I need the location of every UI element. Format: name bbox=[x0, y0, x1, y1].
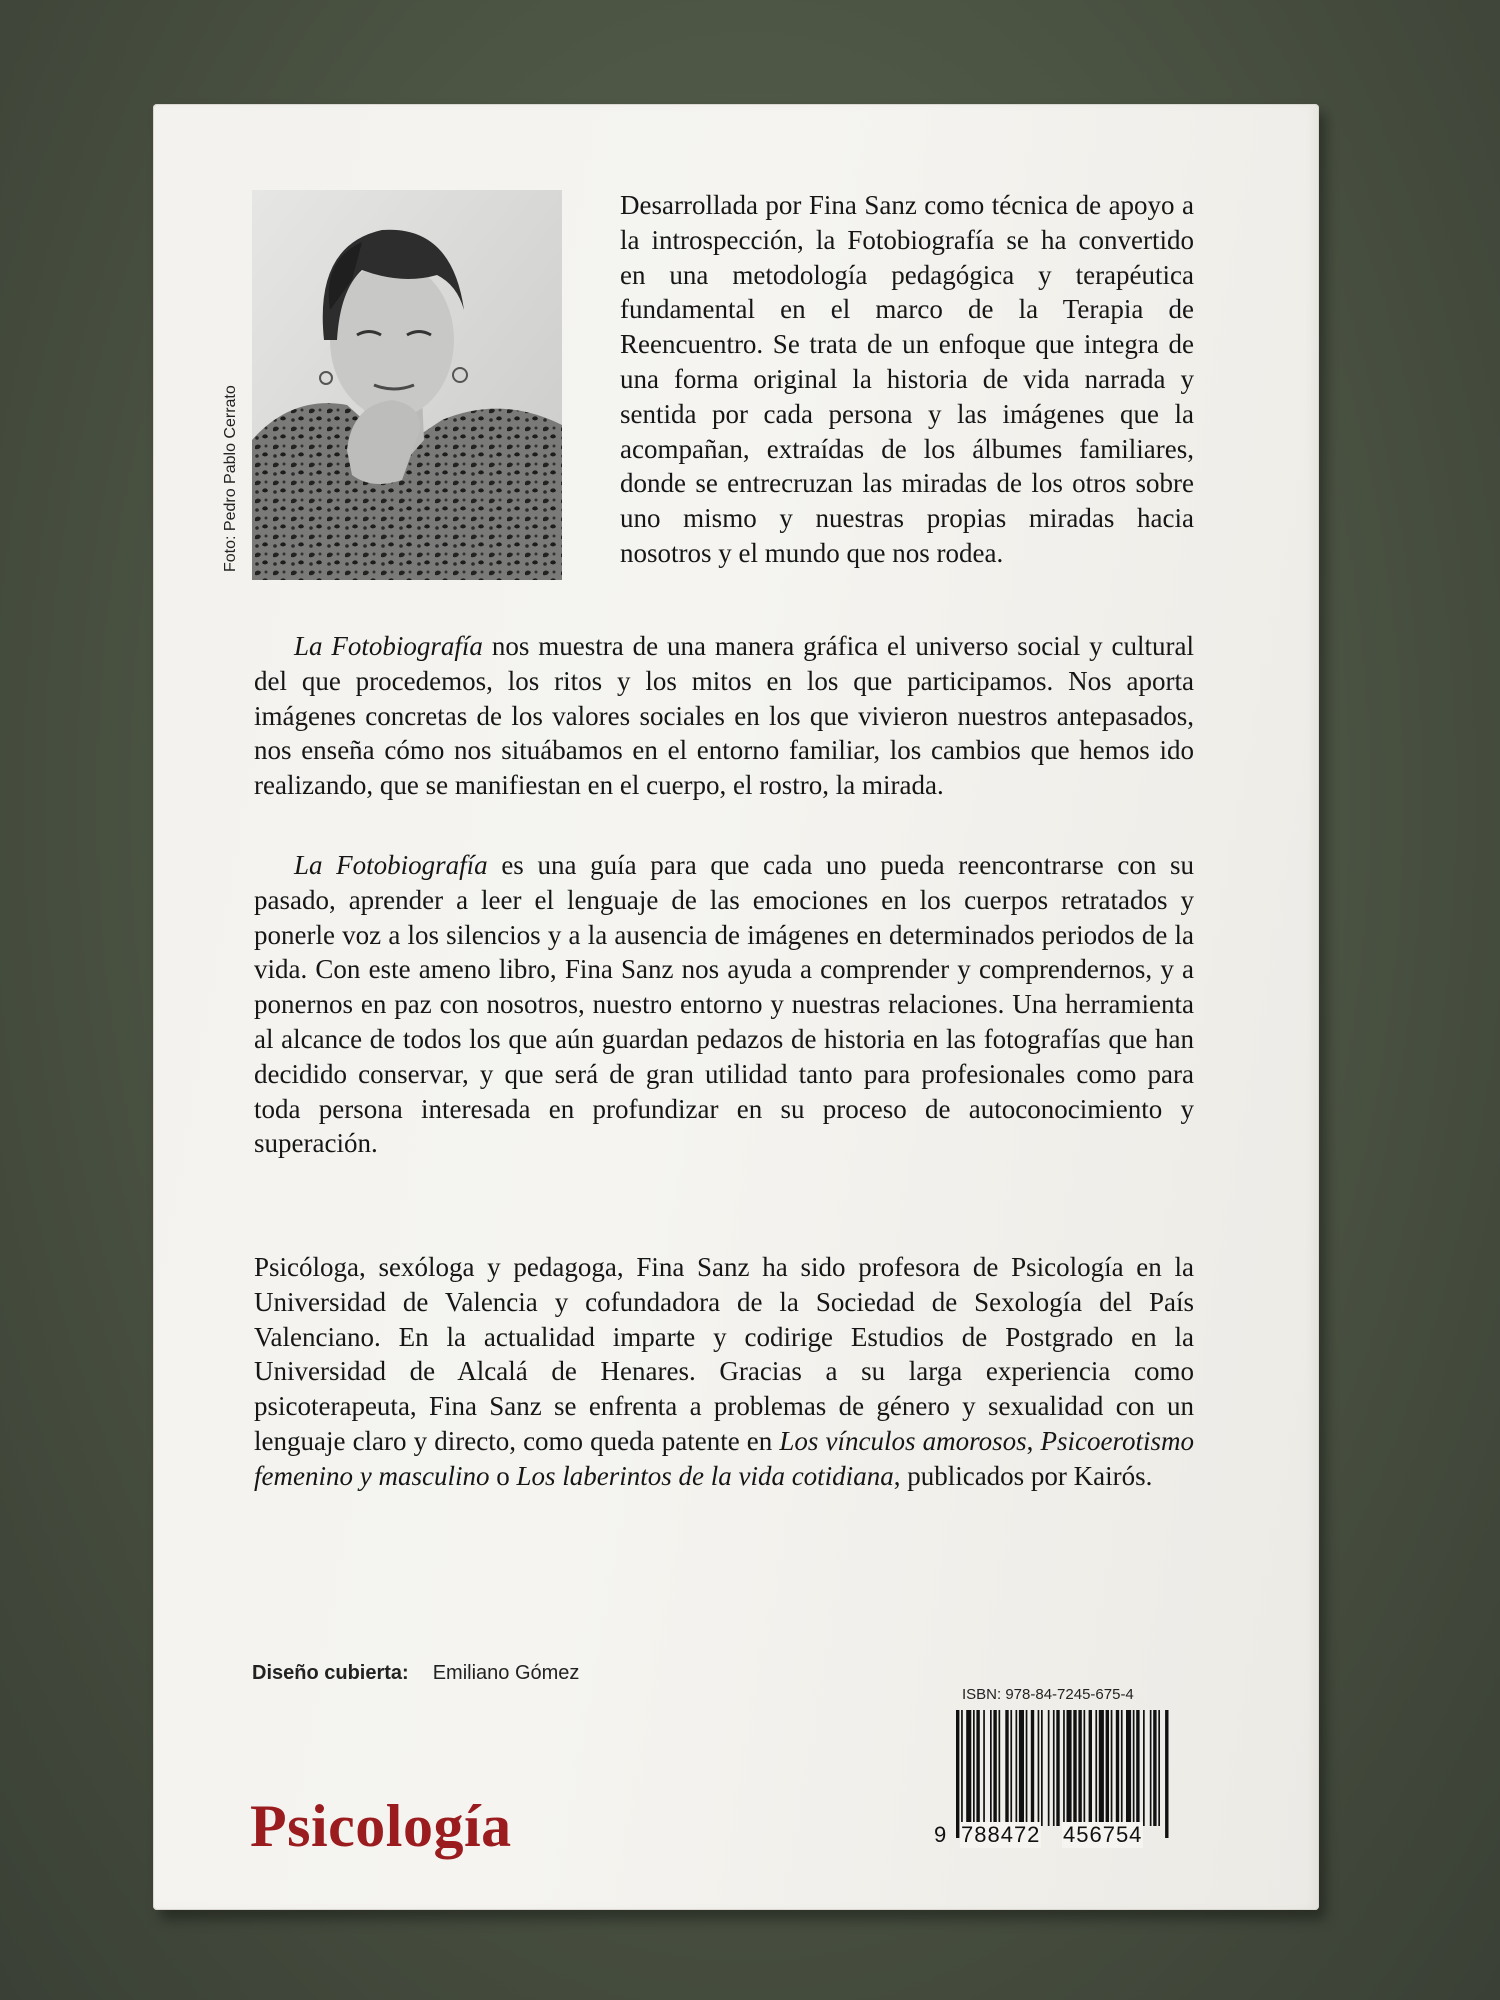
barcode-bar bbox=[1063, 1710, 1065, 1826]
barcode-bar bbox=[1089, 1710, 1092, 1826]
barcode-bar bbox=[1106, 1710, 1109, 1826]
blurb-intro: Desarrollada por Fina Sanz como técnica de apoyo a la introspección, la Fotobiografía se ha convertido en una metodología pedagógica y terapéutica fundamental en el marco de la Terapia de Reencuentro. Se trata de un enfoque que integra de una forma original la historia de vida narrada y sentida por cada persona y las imágenes que la acompañan, extraídas de los álbumes familiares, donde se entrecruzan las miradas de los otros sobre uno mismo y nuestras propias miradas hacia nosotros y el mundo que nos rodea. bbox=[620, 190, 1194, 568]
barcode-bar bbox=[1153, 1710, 1156, 1826]
barcode-bar bbox=[1010, 1710, 1012, 1826]
barcode-bar bbox=[1133, 1710, 1135, 1826]
blurb-paragraph-2 bbox=[254, 629, 1194, 803]
barcode-bar bbox=[990, 1710, 992, 1826]
barcode-digits-left: 788472 bbox=[961, 1822, 1041, 1847]
barcode-bar bbox=[1053, 1710, 1055, 1826]
book-title: La Fotobiografía bbox=[294, 631, 483, 661]
photo-credit: Foto: Pedro Pablo Cerrato bbox=[222, 385, 239, 572]
barcode-bar bbox=[1121, 1710, 1123, 1826]
barcode-bar bbox=[1038, 1710, 1040, 1826]
barcode-bar bbox=[1073, 1710, 1076, 1826]
barcode-bar bbox=[1136, 1710, 1139, 1826]
barcode-bar bbox=[1158, 1710, 1160, 1826]
barcode-bar bbox=[1019, 1710, 1024, 1826]
series-logo: Psicología bbox=[250, 1793, 512, 1859]
barcode-bar bbox=[1150, 1710, 1152, 1826]
barcode-bar bbox=[1005, 1710, 1008, 1826]
barcode-bar bbox=[1111, 1710, 1113, 1838]
book-title: La Fotobiografía bbox=[294, 850, 488, 880]
book-title-3: Los laberintos de la vida cotidiana bbox=[516, 1460, 894, 1491]
barcode-bar bbox=[961, 1710, 963, 1838]
blurb-paragraph-3 bbox=[254, 848, 1194, 1161]
barcode-bar bbox=[1095, 1710, 1097, 1826]
paragraph-text: nos muestra de una manera gráfica el universo social y cultural del que procedemos, los ritos y los mitos en los que participamos. Nos aporta imágenes concretas de los valores sociales en los que vivieron nuestros antepasados, nos enseña cómo nos situábamos en el entorno familiar, los cambios que hemos ido realizando, que se manifiestan en el cuerpo, el rostro, la mirada. bbox=[254, 631, 1194, 801]
book-title-2: Psicoerotismo femenino y masculino bbox=[254, 1425, 1194, 1491]
isbn-label: ISBN: 978-84-7245-675-4 bbox=[962, 1686, 1134, 1703]
credit-name: Emiliano Gómez bbox=[432, 1662, 580, 1684]
barcode-bar bbox=[1056, 1710, 1059, 1826]
separator: o bbox=[489, 1460, 517, 1491]
barcode-bar bbox=[1084, 1710, 1086, 1826]
barcode-bar bbox=[1126, 1710, 1131, 1826]
barcode-bar bbox=[999, 1710, 1001, 1826]
barcode-bar bbox=[1099, 1710, 1104, 1826]
barcode-bar bbox=[1165, 1710, 1168, 1838]
barcode-bar bbox=[1116, 1710, 1119, 1826]
author-portrait bbox=[252, 190, 562, 580]
separator: , bbox=[1026, 1425, 1041, 1456]
author-bio bbox=[254, 1250, 1194, 1494]
barcode-bar bbox=[1048, 1710, 1050, 1826]
credit-label: Diseño cubierta: bbox=[252, 1662, 409, 1684]
barcode-bar bbox=[1143, 1710, 1145, 1826]
barcode-bar bbox=[1041, 1710, 1043, 1826]
paragraph-text: es una guía para que cada uno pueda reencontrarse con su pasado, aprender a leer el lenguaje de las emociones en los cuerpos retratados y ponerle voz a los silencios y a la ausencia de imágenes en determinados periodos de la vida. Con este ameno libro, Fina Sanz nos ayuda a comprender y comprendernos, y a ponernos en paz con nosotros, nuestro entorno y nuestras relaciones. Una herramienta al alcance de todos los que aún guardan pedazos de historia en las fotografías que han decidido conservar, y que será de gran utilidad tanto para profesionales como para toda persona interesada en profundizar en su proceso de autoconocimiento y superación. bbox=[254, 850, 1194, 1159]
barcode-bar bbox=[976, 1710, 979, 1826]
barcode-bar bbox=[973, 1710, 975, 1826]
barcode-bar bbox=[993, 1710, 996, 1826]
barcode-digit-first: 9 bbox=[934, 1822, 948, 1847]
barcode-bar bbox=[966, 1710, 971, 1826]
barcode-bar bbox=[1016, 1710, 1018, 1826]
bio-text: Psicóloga, sexóloga y pedagoga, Fina Sanz ha sido profesora de Psicología en la Universidad de Valencia y cofundadora de la Sociedad de Sexología del País Valenciano. En la actualidad imparte y codirige Estudios de Postgrado en la Universidad de Alcalá de Henares. Gracias a su larga experiencia como psicoterapeuta, Fina Sanz se enfrenta a problemas de género y sexualidad con un lenguaje claro y directo, como queda patente en bbox=[254, 1252, 1194, 1456]
barcode-bar bbox=[1067, 1710, 1072, 1826]
cover-design-credit bbox=[252, 1662, 579, 1685]
barcode-bar bbox=[956, 1710, 959, 1838]
book-title-1: Los vínculos amorosos bbox=[779, 1425, 1027, 1456]
barcode-bar bbox=[983, 1710, 985, 1826]
barcode-bar bbox=[1026, 1710, 1028, 1826]
barcode-digits-right: 456754 bbox=[1063, 1822, 1143, 1847]
barcode-bar bbox=[1078, 1710, 1081, 1826]
barcode-bar bbox=[1031, 1710, 1034, 1826]
bio-text-end: , publicados por Kairós. bbox=[893, 1460, 1153, 1491]
